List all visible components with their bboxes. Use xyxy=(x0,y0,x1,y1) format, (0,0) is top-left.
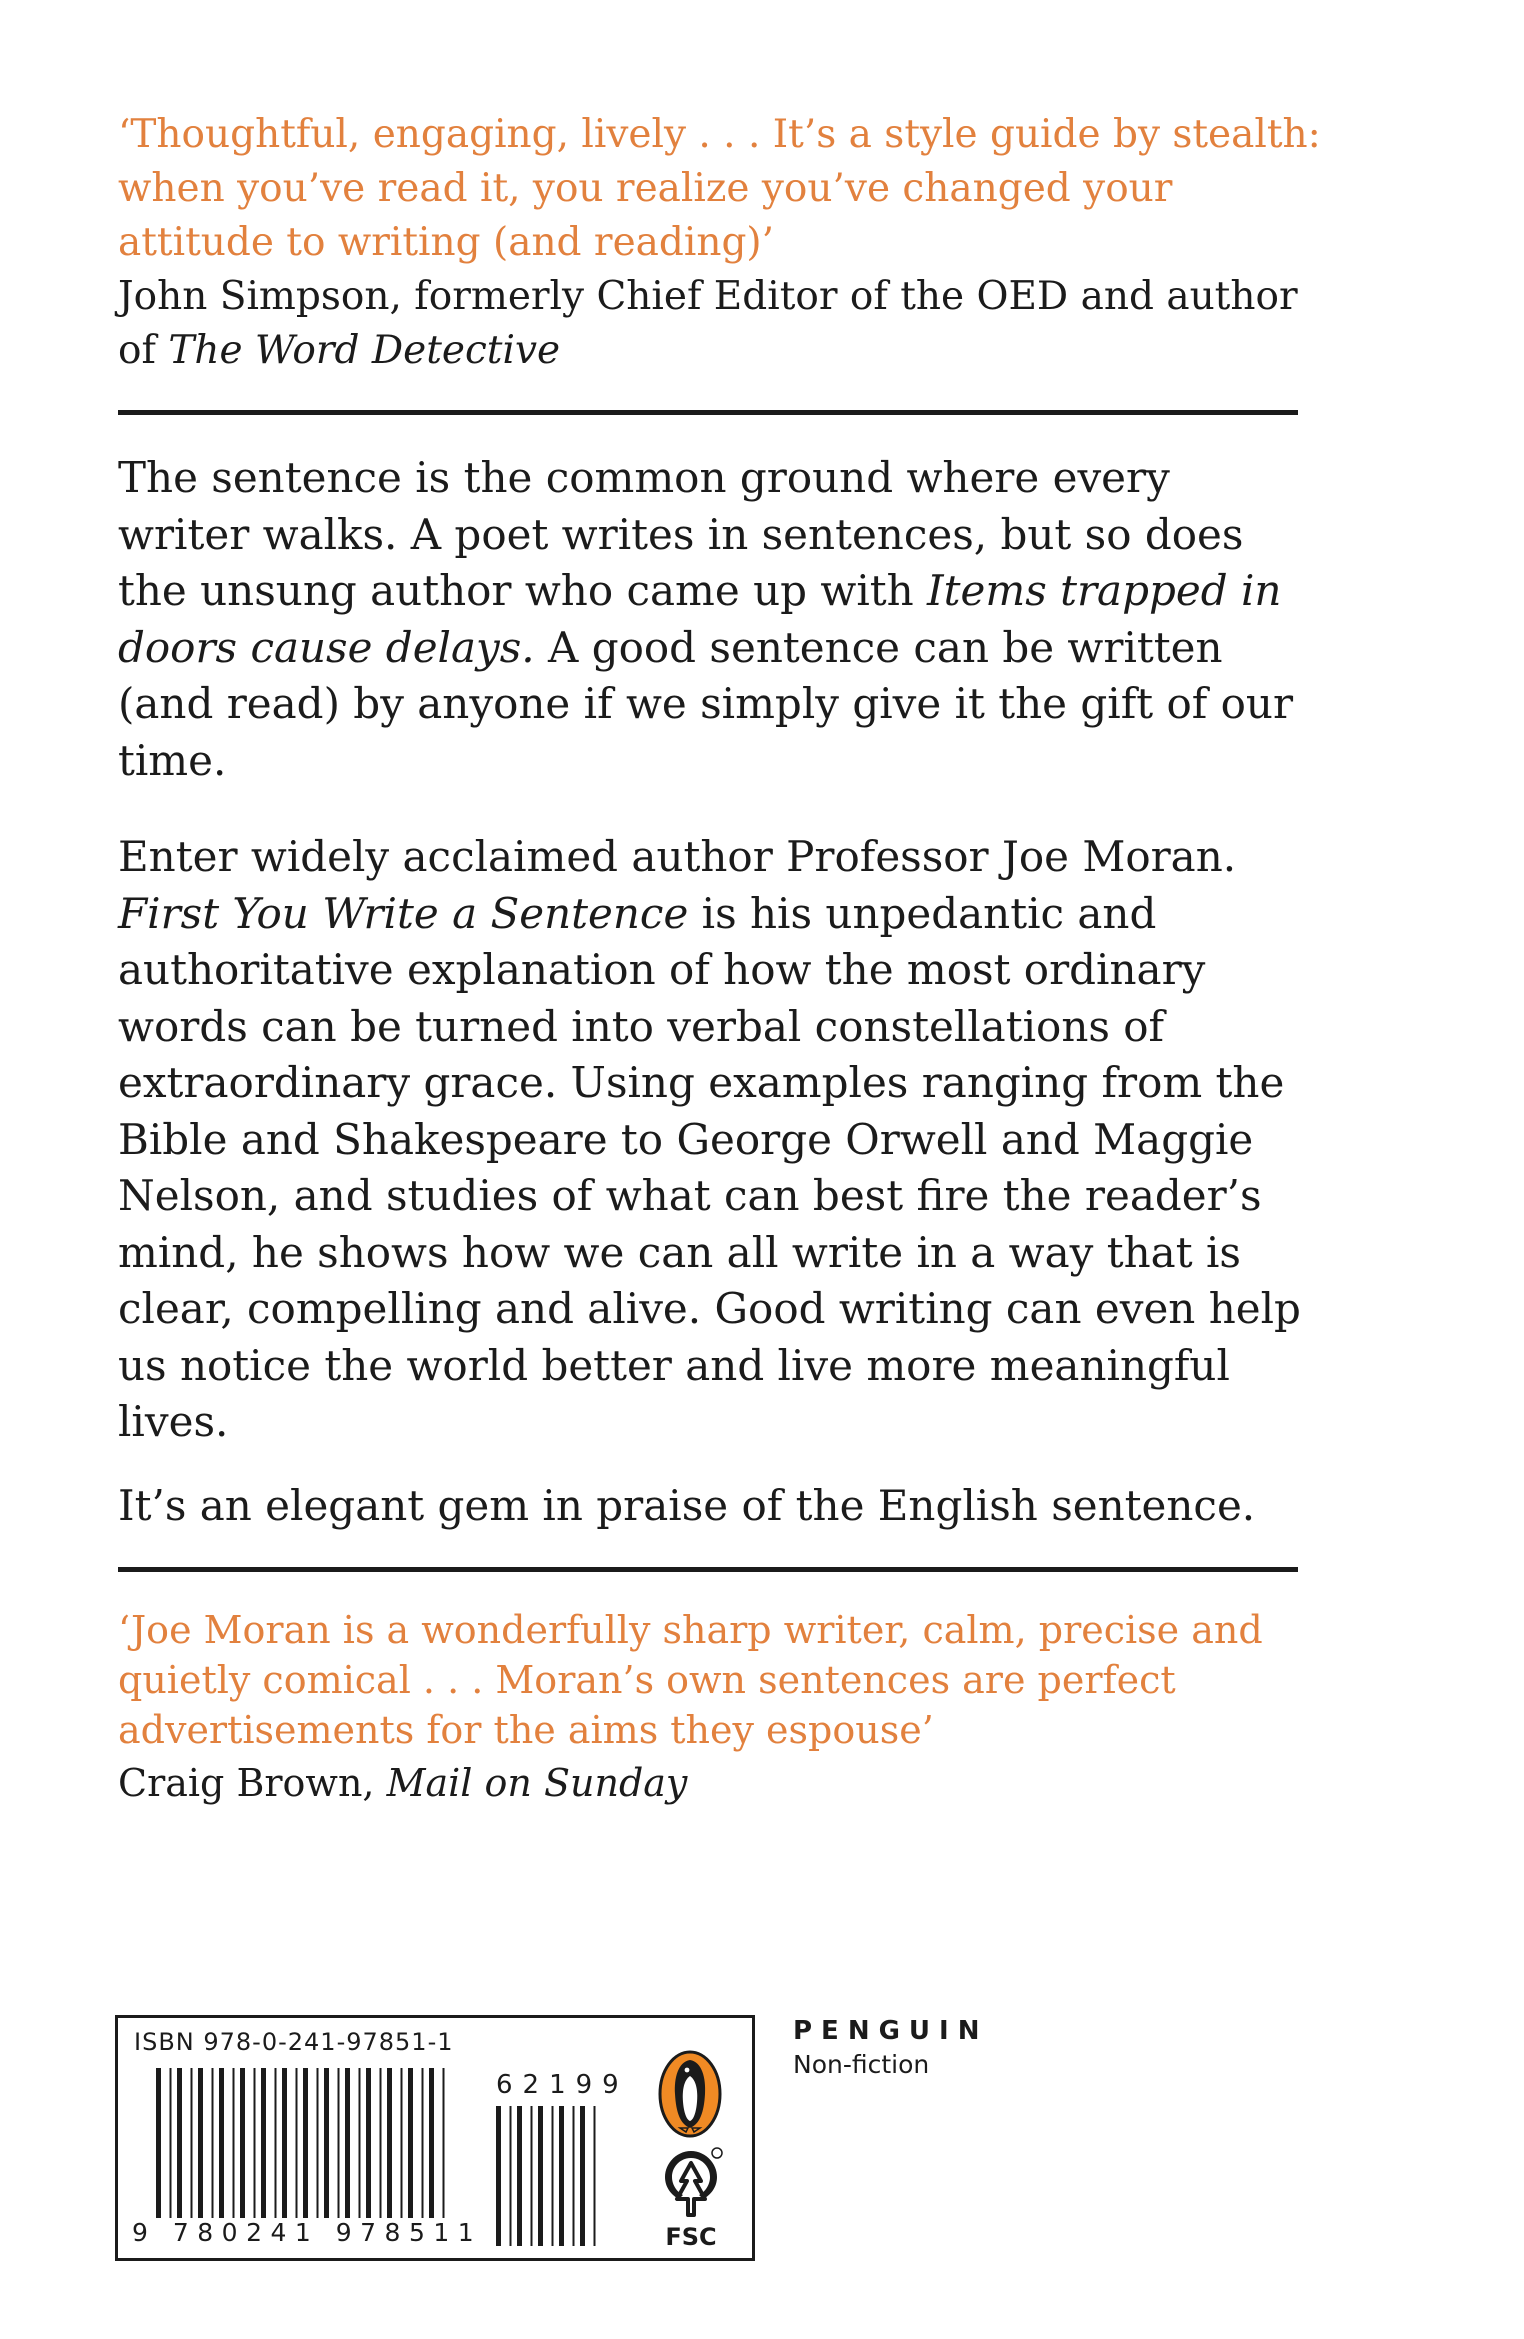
review-attribution-bottom xyxy=(118,1756,1328,1810)
attribution-book-title: The Word Detective xyxy=(168,328,561,373)
blurb-paragraph-2: Enter widely acclaimed author Professor Joe Moran. First You Write a Sentence is his unpedantic and authoritative explanation of how the most ordinary words can be turned into verbal constellations of extraordinary grace. Using examples ranging from the Bible and Shakespeare to George Orwell and Maggie Nelson, and studies of what can best fire the reader’s mind, he shows how we can all write in a way that is clear, compelling and alive. Good writing can even help us notice the world better and live more meaningful lives. xyxy=(118,832,1301,1446)
attribution-name: John Simpson, formerly Chief Editor of the OED and author of xyxy=(118,274,1298,373)
barcode-addon-digits: 62199 xyxy=(496,2070,629,2100)
blurb-paragraph-3: It’s an elegant gem in praise of the English sentence. xyxy=(118,1481,1256,1530)
attribution-name: Craig Brown, xyxy=(118,1761,375,1805)
blurb-paragraph-1: The sentence is the common ground where every writer walks. A poet writes in sentences, but so does the unsung author who came up with Items trapped in doors cause delays. A good sentence can be written (and read) by anyone if we simply give it the gift of our time. xyxy=(118,453,1294,785)
fsc-tree-icon xyxy=(655,2145,727,2253)
review-quote-bottom: ‘Joe Moran is a wonderfully sharp writer, calm, precise and quietly comical . . . Moran’s own sentences are perfect advertisements for the aims they espouse’ xyxy=(118,1608,1263,1752)
divider-top xyxy=(118,410,1298,415)
review-quote-top: ‘Thoughtful, engaging, lively . . . It’s a style guide by stealth: when you’ve read it, you realize you’ve changed your attitude to writing (and reading)’ xyxy=(118,112,1321,265)
divider-bottom xyxy=(118,1567,1298,1572)
attribution-publication: Mail on Sunday xyxy=(386,1761,688,1805)
barcode-ean-digits: 9 780241 978511 xyxy=(132,2218,483,2247)
fsc-label: FSC xyxy=(665,2223,717,2251)
penguin-icon xyxy=(658,2050,722,2138)
book-category: Non-fiction xyxy=(793,2050,930,2079)
publisher-name: PENGUIN xyxy=(793,2016,989,2046)
blurb-book-title: First You Write a Sentence xyxy=(118,888,689,938)
review-attribution-top xyxy=(118,270,1328,378)
isbn-label: ISBN 978-0-241-97851-1 xyxy=(134,2028,454,2056)
blurb-italic-example: Items trapped in doors cause delays. xyxy=(118,566,1282,672)
